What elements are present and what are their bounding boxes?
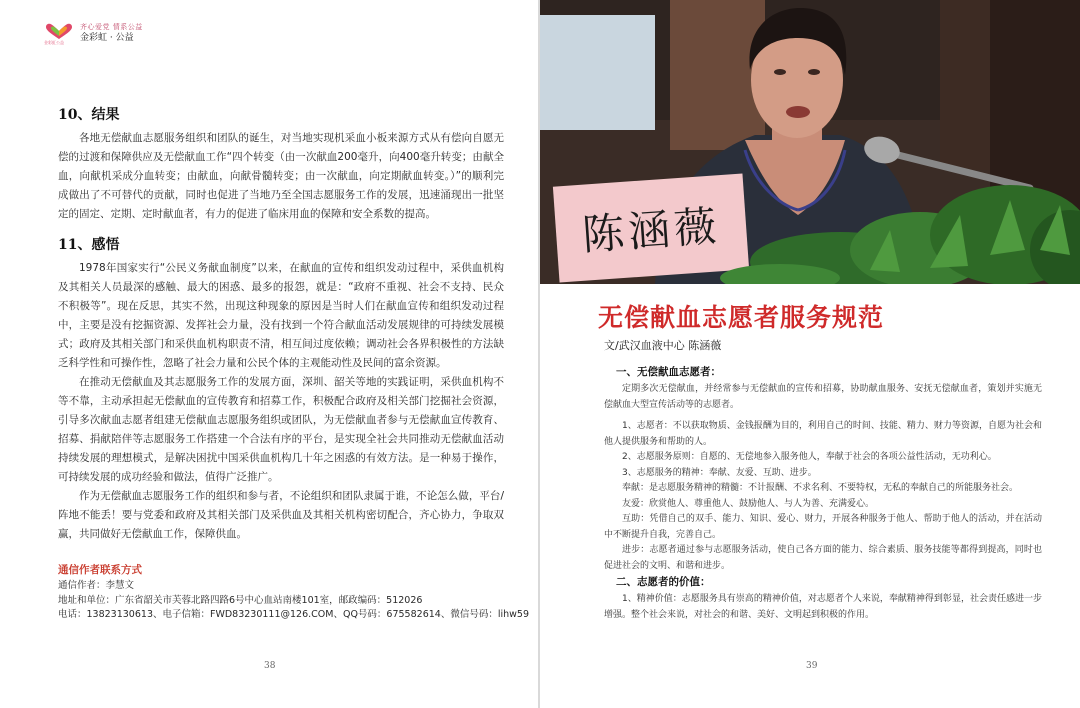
page-number: 38	[264, 661, 276, 671]
paragraph: 奉献：是志愿服务精神的精髓：不计报酬、不求名利、不要特权，无私的奉献自己的所能服务社会。	[622, 483, 1019, 493]
paragraph: 1978年国家实行“公民义务献血制度”以来，在献血的宣传和组织发动过程中，采供血机构及其相关人员最深的感触、最大的困惑、最多的报怨，就是：“政府不重视、社会不支持、民众不积极等”。现在反思，其实不然，出现这种现象的原因是当时人们在献血宣传和组织发动过程中，主要是没有挖掘资源、发挥社会力量，没有找到一个符合献血活动发展规律的可持续发展模式；政府及其相关部门和采供血机构职责不清，相互间过度依赖；调动社会各界积极性的方法缺乏科学性和可操作性，忽略了社会力量和公民个体的主观能动性及民间的富余资源。	[58, 262, 504, 369]
heart-logo-icon	[44, 22, 74, 44]
paragraph: 3、志愿服务的精神：奉献、友爱、互助、进步。	[622, 467, 817, 478]
paragraph: 友爱：欣赏他人、尊重他人、鼓励他人、与人为善、充满爱心。	[622, 498, 875, 509]
contact-address: 地址和单位：广东省韶关市芙蓉北路四路6号中心血站南楼101室，邮政编码：512026	[58, 594, 423, 606]
logo-name: 金彩虹 · 公益	[80, 33, 134, 43]
subsection-heading: 二、志愿者的价值：	[616, 576, 711, 588]
contact-phone-email: 电话：13823130613、电子信箱：FWD83230111@126.COM、QQ号码：675582614、微信号码：lihw59	[58, 609, 529, 620]
right-page-body	[604, 364, 1042, 623]
article-title: 无偿献血志愿者服务规范	[598, 303, 885, 332]
logo-subtext: 金彩虹公益	[44, 40, 64, 45]
paragraph: 各地无偿献血志愿服务组织和团队的诞生，对当地实现机采血小板来源方式从有偿向自愿无偿的过渡和保障供应及无偿献血工作“四个转变（由一次献血200毫升，向400毫升转变；由献全血，向献机采成分血转变；由献血，向献骨髓转变；由一次献血，向定期献血转变。）”的顺利完成做出了不可替代的贡献，同时也促进了当地乃至全国志愿服务工作的发展，迅速涌现出一批坚定的固定、定期、定时献血者，有力的促进了临床用血的保障和安全系数的提高。	[58, 132, 504, 220]
left-page	[0, 0, 538, 708]
paragraph: 1、志愿者：不以获取物质、金钱报酬为目的，利用自己的时间、技能、精力、财力等资源，自愿为社会和他人提供服务和帮助的人。	[604, 421, 1042, 447]
contact-title: 通信作者联系方式	[58, 564, 142, 576]
article-byline: 文/武汉血液中心 陈涵薇	[604, 339, 722, 352]
section-title-results: 10、结果	[58, 107, 120, 123]
right-page	[540, 0, 1080, 708]
contact-author: 通信作者：李慧文	[58, 580, 135, 591]
speaker-photo	[540, 0, 1080, 284]
paragraph: 2、志愿服务原则：自愿的、无偿地参入服务他人，奉献于社会的各项公益性活动，无功利心。	[622, 452, 997, 462]
left-page-body	[58, 104, 504, 544]
logo	[44, 22, 143, 44]
logo-slogan: 齐心爱党 情系公益	[80, 23, 143, 31]
paragraph: 定期多次无偿献血，并经常参与无偿献血的宣传和招募，协助献血服务、安抚无偿献血者，策划并实施无偿献血大型宣传活动等的志愿者。	[604, 384, 1042, 410]
paragraph: 1、精神价值：志愿服务具有崇高的精神价值，对志愿者个人来说，奉献精神得到彰显，社会责任感进一步增强。整个社会来说，对社会的和谐、美好、文明起到积极的作用。	[604, 594, 1042, 620]
paragraph: 互助：凭借自己的双手、能力、知识、爱心、财力，开展各种服务于他人、帮助于他人的活动，并在活动中不断提升自我，完善自己。	[604, 514, 1042, 540]
paragraph: 在推动无偿献血及其志愿服务工作的发展方面，深圳、韶关等地的实践证明，采供血机构不等不靠，主动承担起无偿献血的宣传教育和招募工作，积极配合政府及相关部门挖掘社会资源，引导多次献血志愿者组建无偿献血志愿服务组织或团队，为无偿献血者参与无偿献血宣传教育、招募、捐献陪伴等志愿服务工作搭建一个合法有序的平台，是实现全社会共同推动无偿献血活动持续发展的理想模式，是解决困扰中国采供血机构几十年之困惑的有效方法。是一种易于操作，可持续发展的成功经验和做法，值得广泛推广。	[58, 376, 504, 483]
section-title-reflections: 11、感悟	[58, 237, 120, 253]
subsection-heading: 一、无偿献血志愿者：	[616, 366, 721, 378]
paragraph: 进步：志愿者通过参与志愿服务活动，使自己各方面的能力、综合素质、服务技能等都得到提高，同时也促进社会的文明、和谐和进步。	[604, 545, 1042, 571]
page-number: 39	[806, 661, 818, 671]
nameplate: 陈涵薇	[580, 201, 722, 260]
paragraph: 作为无偿献血志愿服务工作的组织和参与者，不论组织和团队隶属于谁，不论怎么做，平台/阵地不能丢！要与党委和政府及其相关部门及采供血及其相关机构密切配合，齐心协力，争取双赢，共同做好无偿献血工作，保障供血。	[58, 490, 504, 540]
author-contact	[58, 562, 528, 623]
